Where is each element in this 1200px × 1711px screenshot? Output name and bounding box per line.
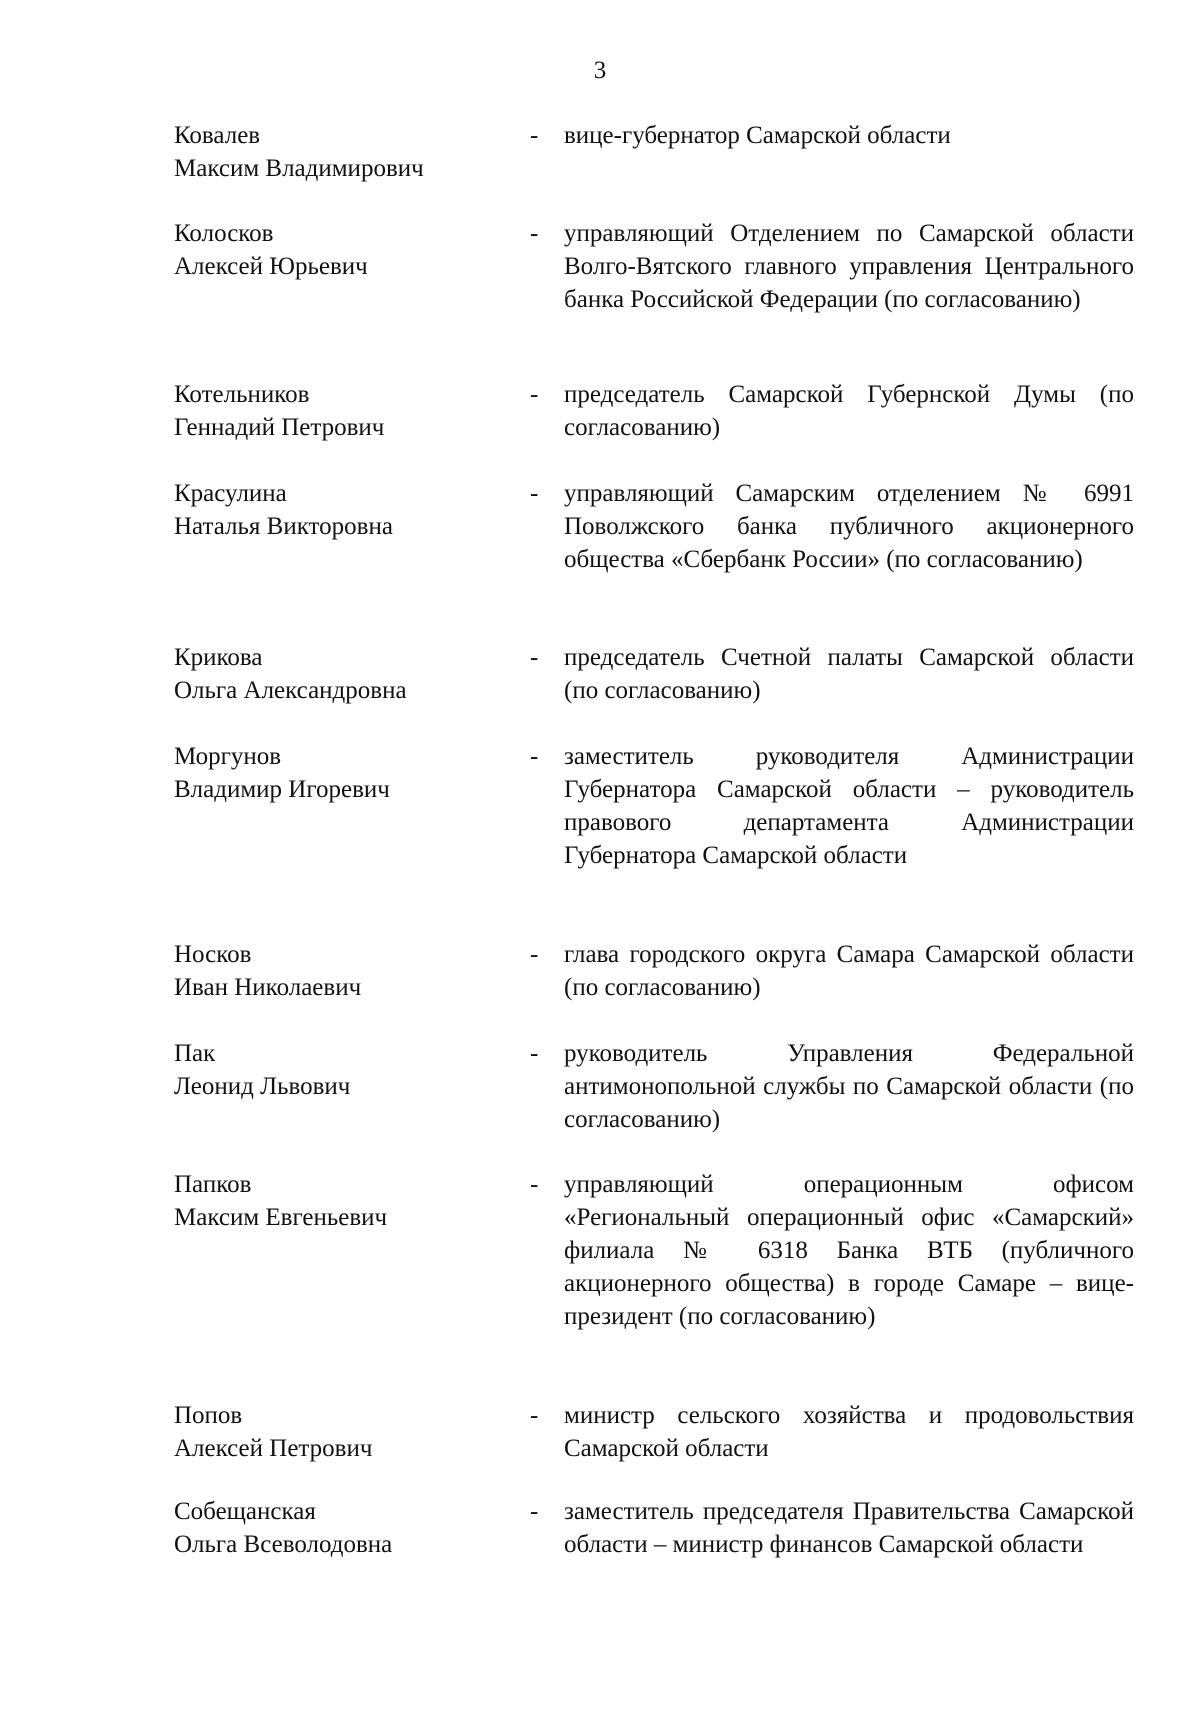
separator-dash: - <box>530 480 539 507</box>
separator-dash: - <box>530 644 539 671</box>
member-position: председатель Самарской Губернской Думы (по согласованию) <box>564 381 1134 441</box>
separator-dash: - <box>530 1402 539 1429</box>
member-given-names: Максим Владимирович <box>174 155 424 182</box>
member-given-names: Максим Евгеньевич <box>174 1204 388 1231</box>
member-given-names: Ольга Всеволодовна <box>174 1531 393 1558</box>
member-position: заместитель председателя Правительства Самарской области – министр финансов Самарской области <box>564 1498 1134 1558</box>
separator-dash: - <box>530 381 539 408</box>
member-given-names: Ольга Александровна <box>174 677 407 704</box>
member-name <box>174 378 514 444</box>
separator-dash: - <box>530 941 539 968</box>
member-surname: Собещанская <box>174 1498 316 1525</box>
separator-dash: - <box>530 1498 539 1525</box>
member-surname: Папков <box>174 1171 252 1198</box>
separator-dash: - <box>530 1040 539 1067</box>
member-position: министр сельского хозяйства и продовольствия Самарской области <box>564 1402 1134 1462</box>
member-position: руководитель Управления Федеральной антимонопольной службы по Самарской области (по согласованию) <box>564 1040 1134 1133</box>
member-name <box>174 1037 514 1103</box>
member-surname: Крикова <box>174 644 263 671</box>
member-surname: Котельников <box>174 381 310 408</box>
member-name <box>174 1399 514 1465</box>
member-given-names: Владимир Игоревич <box>174 776 390 803</box>
page-number: 3 <box>593 57 607 84</box>
member-position: управляющий Самарским отделением № 6991 Поволжского банка публичного акционерного общества «Сбербанк России» (по согласованию) <box>564 480 1134 573</box>
member-name <box>174 477 514 543</box>
member-position: заместитель руководителя Администрации Губернатора Самарской области – руководитель правового департамента Администрации Губернатора Самарской области <box>564 743 1134 869</box>
member-surname: Моргунов <box>174 743 282 770</box>
separator-dash: - <box>530 1171 539 1198</box>
member-given-names: Леонид Львович <box>174 1073 351 1100</box>
member-position: управляющий операционным офисом «Региональный операционный офис «Самарский» филиала № 6318 Банка ВТБ (публичного акционерного общества) в городе Самаре – вице-президент (по согласованию) <box>564 1171 1134 1330</box>
member-name <box>174 740 514 806</box>
member-position: вице-губернатор Самарской области <box>564 122 951 149</box>
member-name <box>174 217 514 283</box>
member-given-names: Алексей Петрович <box>174 1435 373 1462</box>
member-position: председатель Счетной палаты Самарской области (по согласованию) <box>564 644 1134 704</box>
member-surname: Пак <box>174 1040 216 1067</box>
member-surname: Попов <box>174 1402 243 1429</box>
member-name <box>174 1495 514 1561</box>
member-given-names: Наталья Викторовна <box>174 513 393 540</box>
member-position: глава городского округа Самара Самарской области (по согласованию) <box>564 941 1134 1001</box>
member-name <box>174 1168 514 1234</box>
separator-dash: - <box>530 122 539 149</box>
member-name <box>174 119 514 185</box>
member-surname: Ковалев <box>174 122 261 149</box>
separator-dash: - <box>530 220 539 247</box>
member-given-names: Алексей Юрьевич <box>174 253 368 280</box>
separator-dash: - <box>530 743 539 770</box>
member-name <box>174 641 514 707</box>
member-given-names: Иван Николаевич <box>174 974 362 1001</box>
member-surname: Красулина <box>174 480 287 507</box>
member-given-names: Геннадий Петрович <box>174 414 385 441</box>
member-position: управляющий Отделением по Самарской области Волго-Вятского главного управления Центрального банка Российской Федерации (по согласованию) <box>564 220 1134 313</box>
member-surname: Носков <box>174 941 252 968</box>
member-name <box>174 938 514 1004</box>
member-surname: Колосков <box>174 220 274 247</box>
